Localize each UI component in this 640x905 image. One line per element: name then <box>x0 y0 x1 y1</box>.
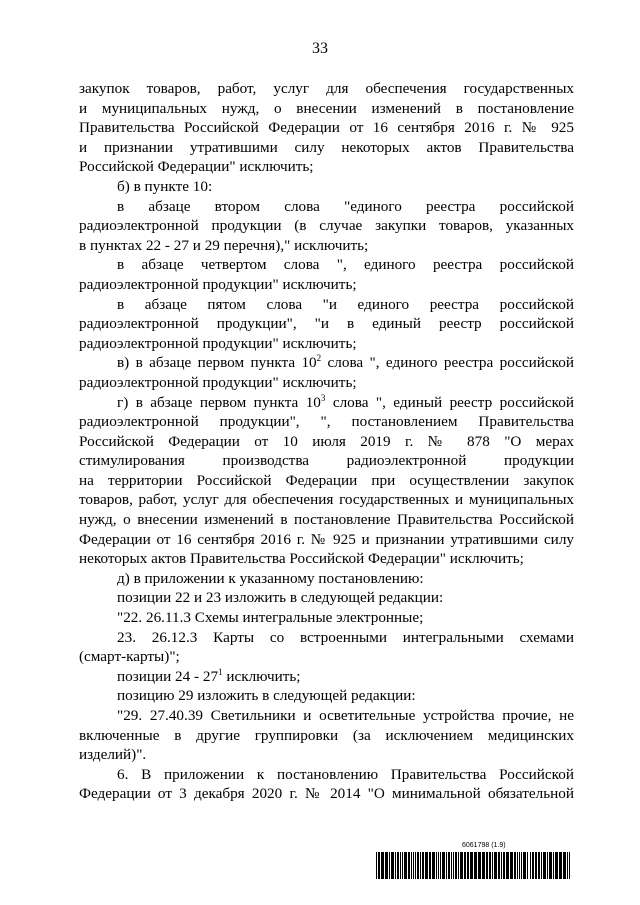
barcode-bar <box>530 852 531 879</box>
text-line-content: Российской Федерации от 10 июля 2019 г. № 878 "О мерах <box>79 432 574 450</box>
text-line <box>79 667 574 687</box>
barcode-bar <box>541 852 542 879</box>
text-line-content: (смарт-карты)"; <box>79 648 180 666</box>
text-line-content: некоторых актов Правительства Российской Федерации" исключить; <box>79 550 524 568</box>
barcode-bar <box>420 852 421 879</box>
barcode-bar <box>395 852 396 879</box>
text-line-continuation: слова ", единого реестра российской <box>321 354 574 372</box>
text-line-content: 23. 26.12.3 Карты со встроенными интегральными схемами <box>117 628 574 646</box>
superscript: 3 <box>320 392 326 403</box>
text-line <box>79 295 574 315</box>
barcode-bar <box>425 852 428 879</box>
text-line-content: товаров, работ, услуг для обеспечения государственных и муниципальных <box>79 491 574 509</box>
text-line <box>79 236 574 256</box>
barcode-bar <box>448 852 450 879</box>
barcode-bar <box>470 852 473 879</box>
text-line <box>79 412 574 432</box>
text-line-content: Федерации от 16 сентября 2016 г. № 925 и признании утратившими силу <box>79 530 574 548</box>
text-line-content: в) в абзаце первом пункта 10 <box>117 354 317 372</box>
text-line-content: в абзаце пятом слова "и единого реестра российской <box>117 295 574 313</box>
barcode-bar <box>523 852 526 879</box>
text-line-content: изделий)". <box>79 746 147 764</box>
barcode-bar <box>543 852 546 879</box>
text-line-content: нужд, о внесении изменений в постановление Правительства Российской <box>79 511 574 529</box>
barcode-bar <box>411 852 412 879</box>
text-line <box>79 197 574 217</box>
barcode-bar <box>460 852 463 879</box>
text-line-content: позиции 22 и 23 изложить в следующей редакции: <box>117 589 444 607</box>
barcode-bar <box>563 852 566 879</box>
text-line-content: г) в абзаце первом пункта 10 <box>117 393 321 411</box>
text-line <box>79 608 574 628</box>
barcode-bar <box>489 852 491 879</box>
barcode-bar <box>413 852 414 879</box>
text-line <box>79 726 574 746</box>
text-line-content: Российской Федерации" исключить; <box>79 158 314 176</box>
text-line <box>79 373 574 393</box>
text-line <box>79 549 574 569</box>
barcode-bar <box>486 852 488 879</box>
text-line-content: б) в пункте 10: <box>117 177 213 195</box>
text-line <box>79 628 574 648</box>
text-line-content: радиоэлектронной продукции" исключить; <box>79 275 357 293</box>
text-line <box>79 118 574 138</box>
text-line <box>79 79 574 99</box>
barcode-bar <box>455 852 457 879</box>
barcode-bar <box>482 852 485 879</box>
barcode-bar <box>402 852 403 879</box>
barcode-bar <box>451 852 452 879</box>
text-line-content: радиоэлектронной продукции", "и в единый реестр российской <box>79 315 574 333</box>
barcode-bar <box>391 852 394 879</box>
barcode-bar <box>381 852 384 879</box>
text-line <box>79 784 574 804</box>
barcode-bar <box>559 852 562 879</box>
text-line-content: и признании утратившими силу некоторых актов Правительства <box>79 138 574 156</box>
barcode-bar <box>498 852 500 879</box>
barcode-bar <box>446 852 447 879</box>
text-line-content: стимулирования производства радиоэлектронной продукции <box>79 452 574 470</box>
barcode-bar <box>438 852 439 879</box>
text-line <box>79 686 574 706</box>
superscript: 2 <box>316 353 322 364</box>
barcode-bar <box>464 852 466 879</box>
text-line-content: Правительства Российской Федерации от 16 сентября 2016 г. № 925 <box>79 119 574 137</box>
text-line-content: в абзаце четвертом слова ", единого реестра российской <box>117 256 574 274</box>
barcode-image <box>376 852 570 879</box>
text-line <box>79 177 574 197</box>
text-line <box>79 569 574 589</box>
barcode-bar <box>385 852 388 879</box>
barcode-bar <box>467 852 469 879</box>
barcode-bar <box>404 852 407 879</box>
text-line <box>79 432 574 452</box>
text-line-content: д) в приложении к указанному постановлению: <box>117 569 424 587</box>
barcode-bar <box>458 852 459 879</box>
barcode-bar <box>432 852 435 879</box>
text-line <box>79 255 574 275</box>
superscript: 1 <box>218 666 223 677</box>
barcode-bar <box>553 852 554 879</box>
barcode-bar <box>514 852 516 879</box>
barcode-bar <box>510 852 513 879</box>
text-line-content: закупок товаров, работ, услуг для обеспечения государственных <box>79 80 574 97</box>
text-line <box>79 765 574 785</box>
text-line <box>79 314 574 334</box>
text-line-content: радиоэлектронной продукции" исключить; <box>79 334 357 352</box>
barcode-bar <box>532 852 534 879</box>
barcode-bar <box>567 852 568 879</box>
text-line <box>79 393 574 413</box>
document-body <box>79 79 574 804</box>
barcode-bar <box>436 852 437 879</box>
text-line <box>79 706 574 726</box>
text-line-content: в пунктах 22 - 27 и 29 перечня)," исключить; <box>79 236 369 254</box>
barcode-bar <box>569 852 570 879</box>
barcode-bar <box>417 852 419 879</box>
barcode-bar <box>442 852 445 879</box>
barcode-bar <box>555 852 558 879</box>
text-line <box>79 99 574 119</box>
text-line-content: включенные в другие группировки (за исключением медицинских <box>79 726 574 744</box>
text-line-content: 6. В приложении к постановлению Правительства Российской <box>117 765 574 783</box>
barcode-bar <box>415 852 416 879</box>
barcode-bar <box>527 852 528 879</box>
barcode-bar <box>389 852 390 879</box>
barcode-bar <box>549 852 552 879</box>
text-line <box>79 138 574 158</box>
text-line <box>79 157 574 177</box>
text-line <box>79 490 574 510</box>
text-line-content: позицию 29 изложить в следующей редакции: <box>117 687 416 705</box>
text-line <box>79 216 574 236</box>
text-line-continuation: слова ", единый реестр российской <box>325 393 574 411</box>
barcode-bar <box>397 852 399 879</box>
barcode-bar <box>538 852 540 879</box>
text-line <box>79 510 574 530</box>
barcode-bar <box>547 852 548 879</box>
barcode-bar <box>422 852 424 879</box>
barcode-bar <box>494 852 497 879</box>
barcode-bar <box>492 852 493 879</box>
text-line <box>79 745 574 765</box>
barcode-bar <box>408 852 410 879</box>
barcode-bar <box>501 852 502 879</box>
barcode-bar <box>521 852 522 879</box>
barcode-bar <box>506 852 509 879</box>
text-line-content: Федерации от 3 декабря 2020 г. № 2014 "О минимальной обязательной <box>79 785 574 803</box>
barcode-bar <box>378 852 380 879</box>
text-line-content: на территории Российской Федерации при осуществлении закупок <box>79 471 574 489</box>
page-number: 33 <box>312 40 328 57</box>
text-line-content: радиоэлектронной продукции", ", постановлением Правительства <box>79 413 574 431</box>
barcode-bar <box>400 852 401 879</box>
barcode-bar <box>429 852 431 879</box>
barcode-bar <box>440 852 441 879</box>
text-line <box>79 334 574 354</box>
text-line-continuation: исключить; <box>222 667 301 685</box>
text-line <box>79 530 574 550</box>
text-line-content: и муниципальных нужд, о внесении изменений в постановление <box>79 99 574 117</box>
document-code: 6061798 (1.9) <box>462 842 506 849</box>
text-line <box>79 451 574 471</box>
text-line-content: "29. 27.40.39 Светильники и осветительные устройства прочие, не <box>117 707 574 724</box>
text-line <box>79 275 574 295</box>
text-line-content: радиоэлектронной продукции (в случае закупки товаров, указанных <box>79 217 574 235</box>
text-line <box>79 471 574 491</box>
barcode-bar <box>453 852 454 879</box>
barcode-bar <box>376 852 377 879</box>
text-line <box>79 353 574 373</box>
barcode-bar <box>503 852 505 879</box>
barcode-bar <box>519 852 520 879</box>
text-line-content: радиоэлектронной продукции" исключить; <box>79 373 357 391</box>
text-line <box>79 647 574 667</box>
barcode-bar <box>535 852 537 879</box>
text-line-content: позиции 24 - 27 <box>117 667 219 685</box>
barcode-bar <box>517 852 518 879</box>
barcode-bar <box>474 852 477 879</box>
text-line <box>79 588 574 608</box>
text-line-content: "22. 26.11.3 Схемы интегральные электронные; <box>117 609 424 627</box>
barcode-bar <box>478 852 481 879</box>
text-line-content: в абзаце втором слова "единого реестра российской <box>117 197 574 215</box>
